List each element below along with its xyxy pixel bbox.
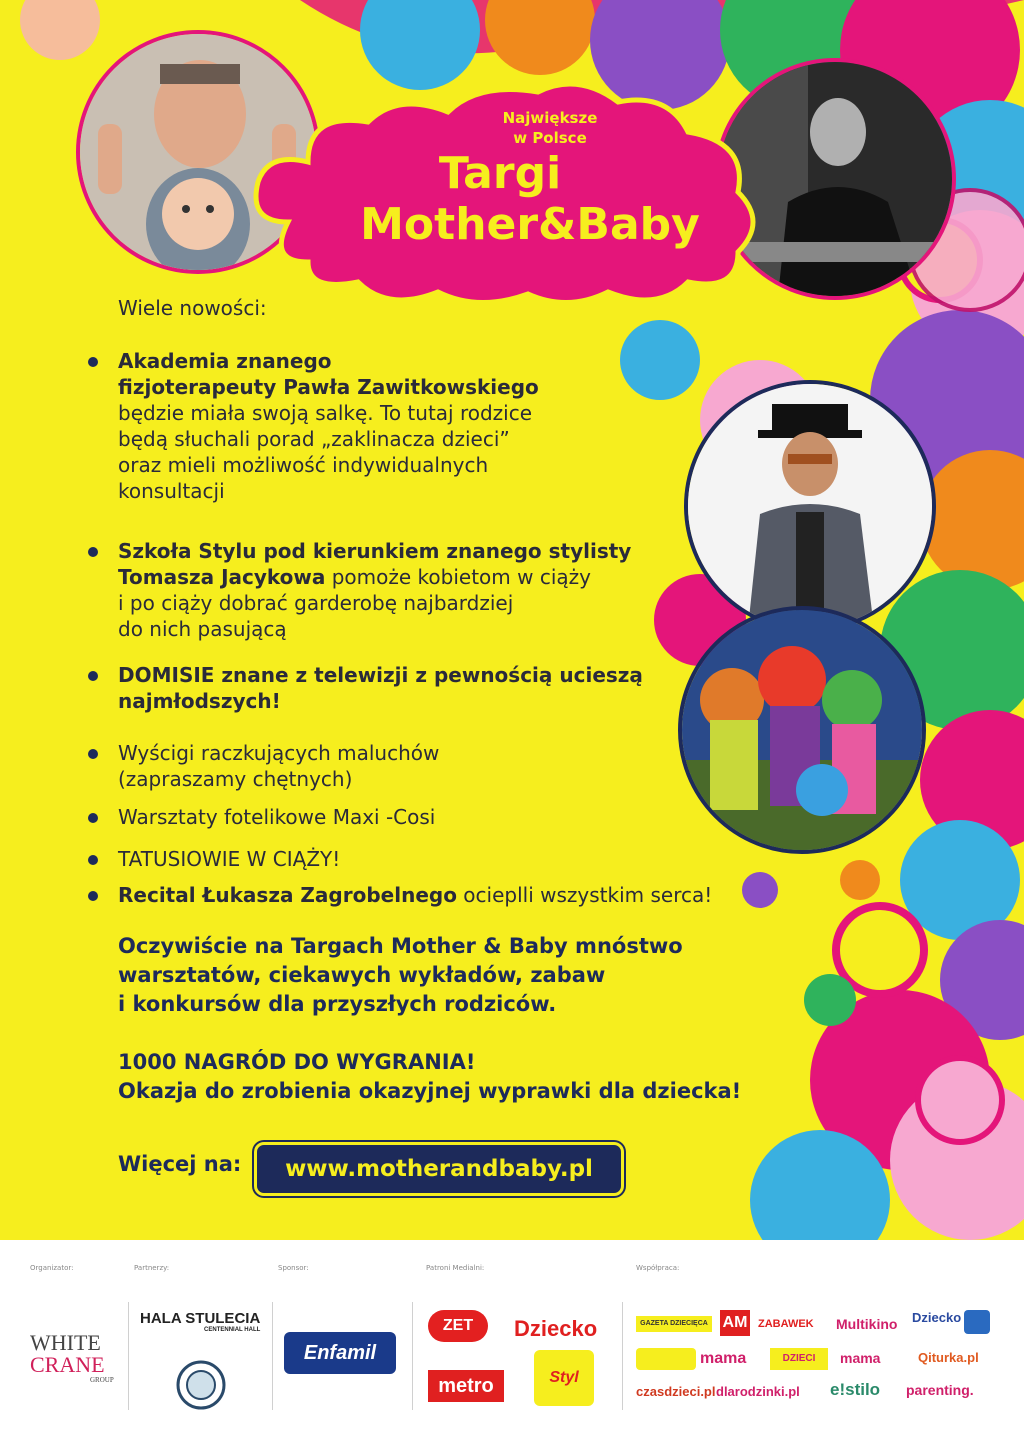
header-top-line1: Największe (502, 109, 598, 127)
logo-estilo: e!stilo (830, 1380, 881, 1399)
divider (128, 1302, 129, 1410)
logo-hala-stulecia (140, 1310, 260, 1333)
item-2-line1: pomoże kobietom w ciąży (325, 565, 591, 589)
title-targi: Targi (438, 148, 562, 199)
header-top-text (470, 108, 630, 148)
paragraph-prizes (118, 1048, 818, 1106)
para2-line2: Okazja do zrobienia okazyjnej wyprawki dla dziecka! (118, 1079, 742, 1103)
logo-enfamil: Enfamil (284, 1332, 396, 1374)
item-1-line4: konsultacji (118, 479, 225, 503)
item-1-line2: będą słuchali porad „zaklinacza dzieci” (118, 427, 510, 451)
logo-parenting: parenting. (906, 1382, 974, 1398)
divider (412, 1302, 413, 1410)
logo-czasdzieci: czasdzieci.pl (636, 1384, 716, 1399)
university-seal-icon (176, 1360, 226, 1410)
logo-hala-line1: HALA STULECIA (140, 1310, 261, 1327)
item-2-bold2: Tomasza Jacykowa (118, 565, 326, 589)
logo-dziecko-coop: Dziecko (912, 1310, 962, 1325)
label-organizer: Organizator: (30, 1264, 74, 1272)
label-coop: Współpraca: (636, 1264, 680, 1272)
item-4-line2: (zapraszamy chętnych) (118, 767, 353, 791)
item-7-rest: ocieplli wszystkim serca! (456, 883, 713, 907)
item-3-bold2: najmłodszych! (118, 689, 281, 713)
logo-colorful-blocks-icon (636, 1348, 696, 1370)
logo-radio-zet: ZET (428, 1310, 488, 1342)
bullet-icon (88, 891, 98, 901)
para1-line3: i konkursów dla przyszłych rodziców. (118, 992, 557, 1016)
logo-dlarodzinki: dlarodzinki.pl (716, 1384, 800, 1399)
logo-swiat-zabawek: ZABAWEK (758, 1318, 814, 1330)
item-2-bold: Szkoła Stylu pod kierunkiem znanego stylisty (118, 539, 632, 563)
title-mother-baby: Mother&Baby (360, 199, 700, 250)
bullet-icon (88, 749, 98, 759)
logo-gazeta-dziecieca: GAZETA DZIECIĘCA (636, 1316, 712, 1332)
paragraph-workshops (118, 932, 818, 1019)
para2-line1: 1000 NAGRÓD DO WYGRANIA! (118, 1050, 476, 1074)
logo-white-crane-line3: GROUP (90, 1376, 114, 1384)
item-1-bold: Akademia znanego (118, 349, 332, 373)
logo-multikino: Multikino (836, 1316, 898, 1332)
logo-dzieci: DZIECI (770, 1348, 828, 1370)
para1-line2: warsztatów, ciekawych wykładów, zabaw (118, 963, 606, 987)
item-1-bold2: fizjoterapeuty Pawła Zawitkowskiego (118, 375, 539, 399)
item-4-line1: Wyścigi raczkujących maluchów (118, 741, 440, 765)
para1-line1: Oczywiście na Targach Mother & Baby mnóstwo (118, 934, 683, 958)
label-sponsor: Sponsor: (278, 1264, 309, 1272)
divider (272, 1302, 273, 1410)
website-link[interactable]: www.motherandbaby.pl (254, 1142, 624, 1196)
item-1-line3: oraz mieli możliwość indywidualnych (118, 453, 489, 477)
logo-blue-square-icon (964, 1310, 990, 1334)
bullet-icon (88, 357, 98, 367)
bullet-icon (88, 547, 98, 557)
logo-metro: metro (428, 1370, 504, 1402)
bullet-icon (88, 671, 98, 681)
label-partners: Partnerzy: (134, 1264, 170, 1272)
item-3-bold: DOMISIE znane z telewizji z pewnością ucieszą (118, 663, 643, 687)
item-2-line2: i po ciąży dobrać garderobę najbardziej (118, 591, 514, 615)
logo-white-crane (30, 1332, 114, 1385)
logo-styl: Styl (534, 1350, 594, 1406)
logo-white-crane-line1: WHITE (30, 1330, 101, 1355)
item-2-line3: do nich pasującą (118, 617, 287, 641)
sponsor-footer (0, 1240, 1024, 1452)
logo-dziecko: Dziecko (514, 1316, 598, 1341)
item-7-bold: Recital Łukasza Zagrobelnego (118, 883, 457, 907)
logo-am: AM (720, 1310, 750, 1336)
divider (622, 1302, 623, 1410)
logo-mmama: mama (840, 1350, 881, 1366)
item-1-line1: będzie miała swoją salkę. To tutaj rodzice (118, 401, 533, 425)
logo-hala-line2: CENTENNIAL HALL (204, 1327, 261, 1333)
label-media: Patroni Medialni: (426, 1264, 485, 1272)
intro-text: Wiele nowości: (118, 296, 267, 320)
logo-mama: mama (700, 1350, 747, 1367)
item-5-line1: Warsztaty fotelikowe Maxi -Cosi (118, 805, 436, 829)
item-6-line1: TATUSIOWIE W CIĄŻY! (118, 847, 341, 871)
header-top-line2: w Polsce (513, 129, 587, 147)
logo-qiturka: Qiturka.pl (918, 1350, 979, 1365)
bullet-icon (88, 855, 98, 865)
bullet-icon (88, 813, 98, 823)
logo-white-crane-line2: CRANE (30, 1352, 105, 1377)
more-label: Więcej na: (118, 1152, 242, 1176)
